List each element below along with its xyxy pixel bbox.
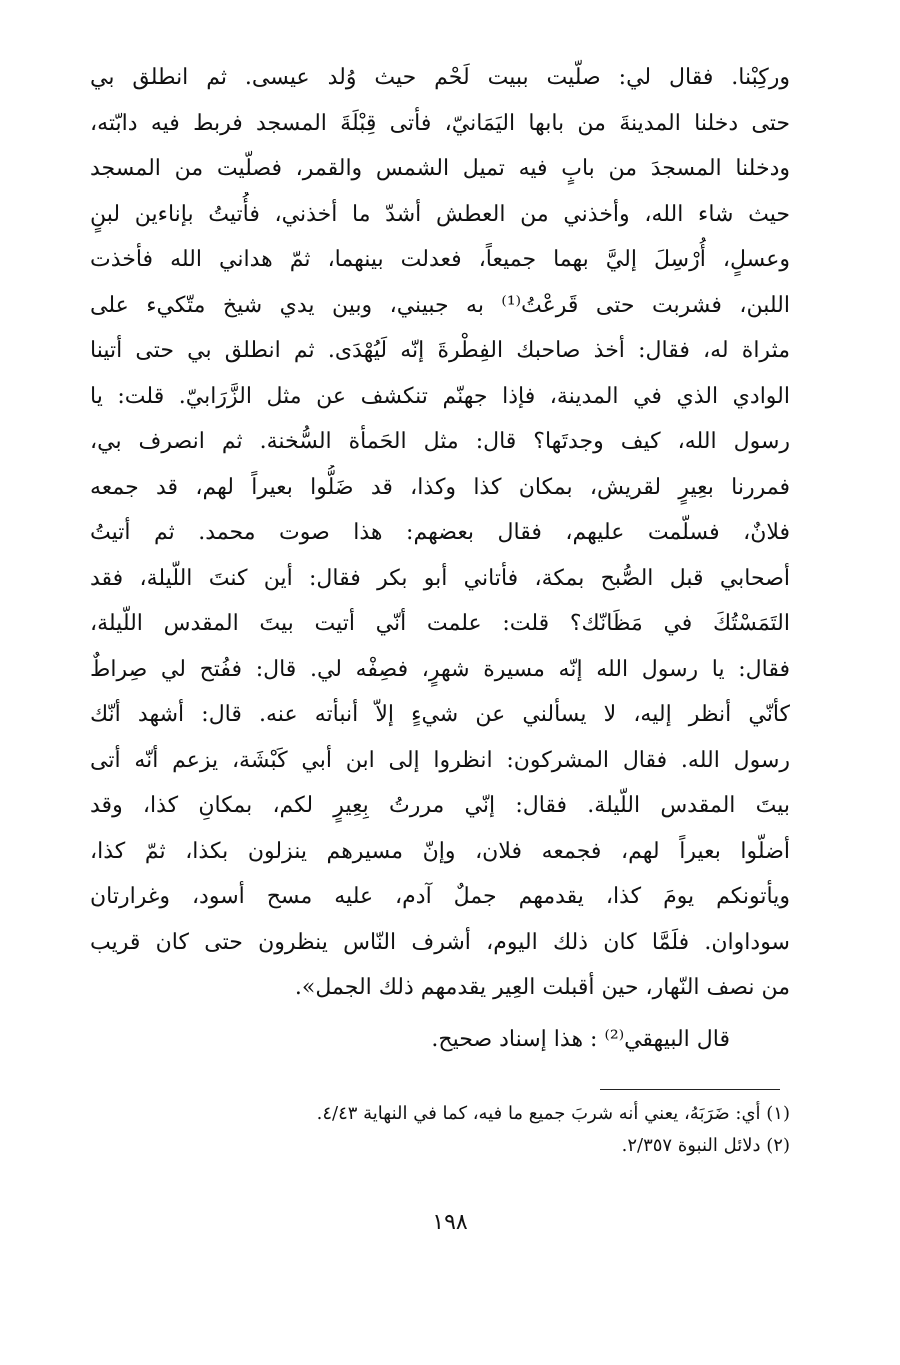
footnote: (١) أي: ضَرَبَهُ، يعني أنه شربَ جميع ما فيه، كما في النهاية ٤/٤٣. [316, 1103, 790, 1124]
text-line: فقال: يا رسول الله إنّه مسيرة شهرٍ، فصِفْه لي. قال: ففُتح لي صِراطٌ [90, 656, 790, 682]
page-number: ١٩٨ [432, 1210, 468, 1235]
text-line: حتى دخلنا المدينةَ من بابها اليَمَانيّ، فأتى قِبْلَةَ المسجد فربط فيه دابّته، [90, 110, 790, 136]
text-line: حيث شاء الله، وأخذني من العطش أشدّ ما أخذني، فأُتيتُ بإناءين لبنٍ [90, 201, 790, 227]
text-line: بيتَ المقدس اللّيلة. فقال: إنّي مررتُ بِعِيرٍ لكم، بمكانِ كذا، وقد [90, 793, 790, 818]
text-line: من نصف النّهار، حين أقبلت العِير يقدمهم ذلك الجمل». [294, 975, 790, 1000]
text-line: رسول الله، كيف وجدتَها؟ قال: مثل الحَمأة السُّخنة. ثم انصرف بي، [90, 429, 790, 454]
text-line: سوداوان. فلَمَّا كان ذلك اليوم، أشرف النّاس ينظرون حتى كان قريب [90, 929, 790, 955]
footnote: (٢) دلائل النبوة ٢/٣٥٧. [621, 1135, 790, 1156]
text-line: ودخلنا المسجدَ من بابٍ فيه تميل الشمس والقمر، فصلّيت من المسجد [90, 156, 790, 181]
text-line: وركِبْنا. فقال لي: صلّيت ببيت لَحْم حيث وُلد عيسى. ثم انطلق بي [90, 65, 790, 90]
text-line: وعسلٍ، أُرْسِلَ إليَّ بهما جميعاً، فعدلت بينهما، ثمّ هداني الله فأخذت [90, 247, 790, 272]
text-line: أضلّوا بعيراً لهم، فجمعه فلان، وإنّ مسيرهم ينزلون بكذا، ثمّ كذا، [90, 838, 790, 864]
text-line: أصحابي قبل الصُّبح بمكة، فأتاني أبو بكر فقال: أين كنتَ اللّيلة، فقد [90, 565, 790, 591]
footnote-separator [600, 1089, 780, 1090]
text-line: كأنّي أنظر إليه، لا يسألني عن شيءٍ إلاّ أنبأته عنه. قال: أشهد أنّك [90, 702, 790, 727]
text-line: ويأتونكم يومَ كذا، يقدمهم جملٌ آدم، عليه مسح أسود، وغرارتان [90, 884, 790, 909]
text-line: الوادي الذي في المدينة، فإذا جهنّم تنكشف عن مثل الزَّرَابيّ. قلت: يا [90, 383, 790, 409]
text-line: مثراة له، فقال: أخذ صاحبك الفِطْرةَ إنّه لَيُهْدَى. ثم انطلق بي حتى أتينا [90, 338, 790, 363]
closing-line: قال البيهقي⁽²⁾ : هذا إسناد صحيح. [431, 1026, 730, 1052]
footnotes [90, 1098, 790, 1162]
text-line: التَمَسْتُكَ في مَظَانّك؟ قلت: علمت أنّي أتيت بيتَ المقدس اللّيلة، [90, 611, 790, 636]
text-line: اللبن، فشربت حتى قَرعْتُ⁽¹⁾ به جبيني، وبين يدي شيخ متّكيء على [90, 292, 790, 318]
text-line: فمررنا بعِيرٍ لقريش، بمكان كذا وكذا، قد ضَلُّوا بعيراً لهم، قد جمعه [90, 474, 790, 500]
text-line: فلانٌ، فسلّمت عليهم، فقال بعضهم: هذا صوت محمد. ثم أتيتُ [90, 520, 790, 545]
text-line: رسول الله. فقال المشركون: انظروا إلى ابن أبي كَبْشَة، يزعم أنّه أتى [90, 747, 790, 773]
main-text [90, 55, 790, 1062]
